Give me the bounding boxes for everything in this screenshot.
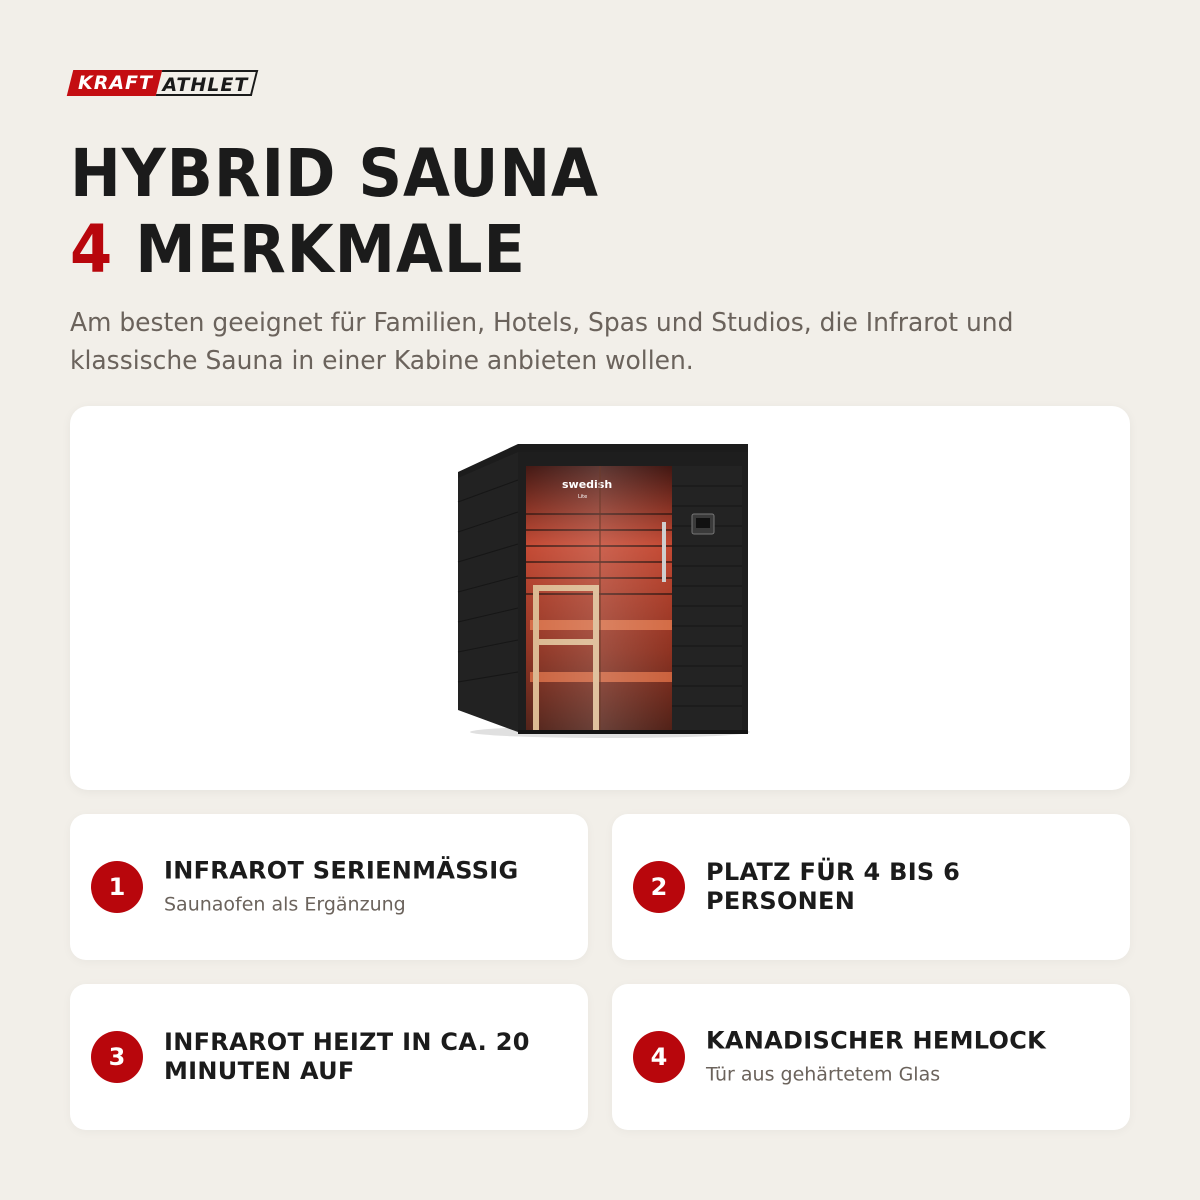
page-title-line1: HYBRID SAUNA	[70, 135, 599, 212]
sauna-product-image	[450, 442, 750, 742]
feature-number-badge: 1	[91, 861, 143, 913]
feature-subtitle: Saunaofen als Ergänzung	[164, 893, 406, 916]
page-title-number: 4	[70, 211, 114, 288]
feature-text	[164, 857, 568, 918]
feature-text	[706, 858, 1110, 916]
feature-card-3	[70, 984, 588, 1130]
brand-logo	[70, 69, 255, 97]
feature-card-4	[612, 984, 1130, 1130]
feature-title: KANADISCHER HEMLOCK	[706, 1026, 1047, 1055]
feature-card-1	[70, 814, 588, 960]
page-title	[70, 136, 599, 288]
feature-title: INFRAROT SERIENMÄSSIG	[164, 856, 519, 885]
product-image-card	[70, 406, 1130, 790]
feature-text	[164, 1028, 568, 1086]
feature-title: INFRAROT HEIZT IN CA. 20 MINUTEN AUF	[164, 1028, 530, 1085]
feature-number-badge: 4	[633, 1031, 685, 1083]
feature-number-badge: 3	[91, 1031, 143, 1083]
feature-number-badge: 2	[633, 861, 685, 913]
feature-card-2	[612, 814, 1130, 960]
feature-subtitle: Tür aus gehärtetem Glas	[706, 1063, 941, 1086]
brand-logo-kraft: KRAFT	[67, 70, 162, 96]
feature-title: PLATZ FÜR 4 BIS 6 PERSONEN	[706, 858, 961, 915]
feature-text	[706, 1027, 1110, 1088]
page-subtitle: Am besten geeignet für Familien, Hotels, Spas und Studios, die Infrarot und klassische Sauna in einer Kabine anbieten wollen.	[70, 308, 1014, 376]
brand-logo-athlet: ATHLET	[156, 70, 258, 96]
page-title-line2: MERKMALE	[135, 211, 526, 288]
